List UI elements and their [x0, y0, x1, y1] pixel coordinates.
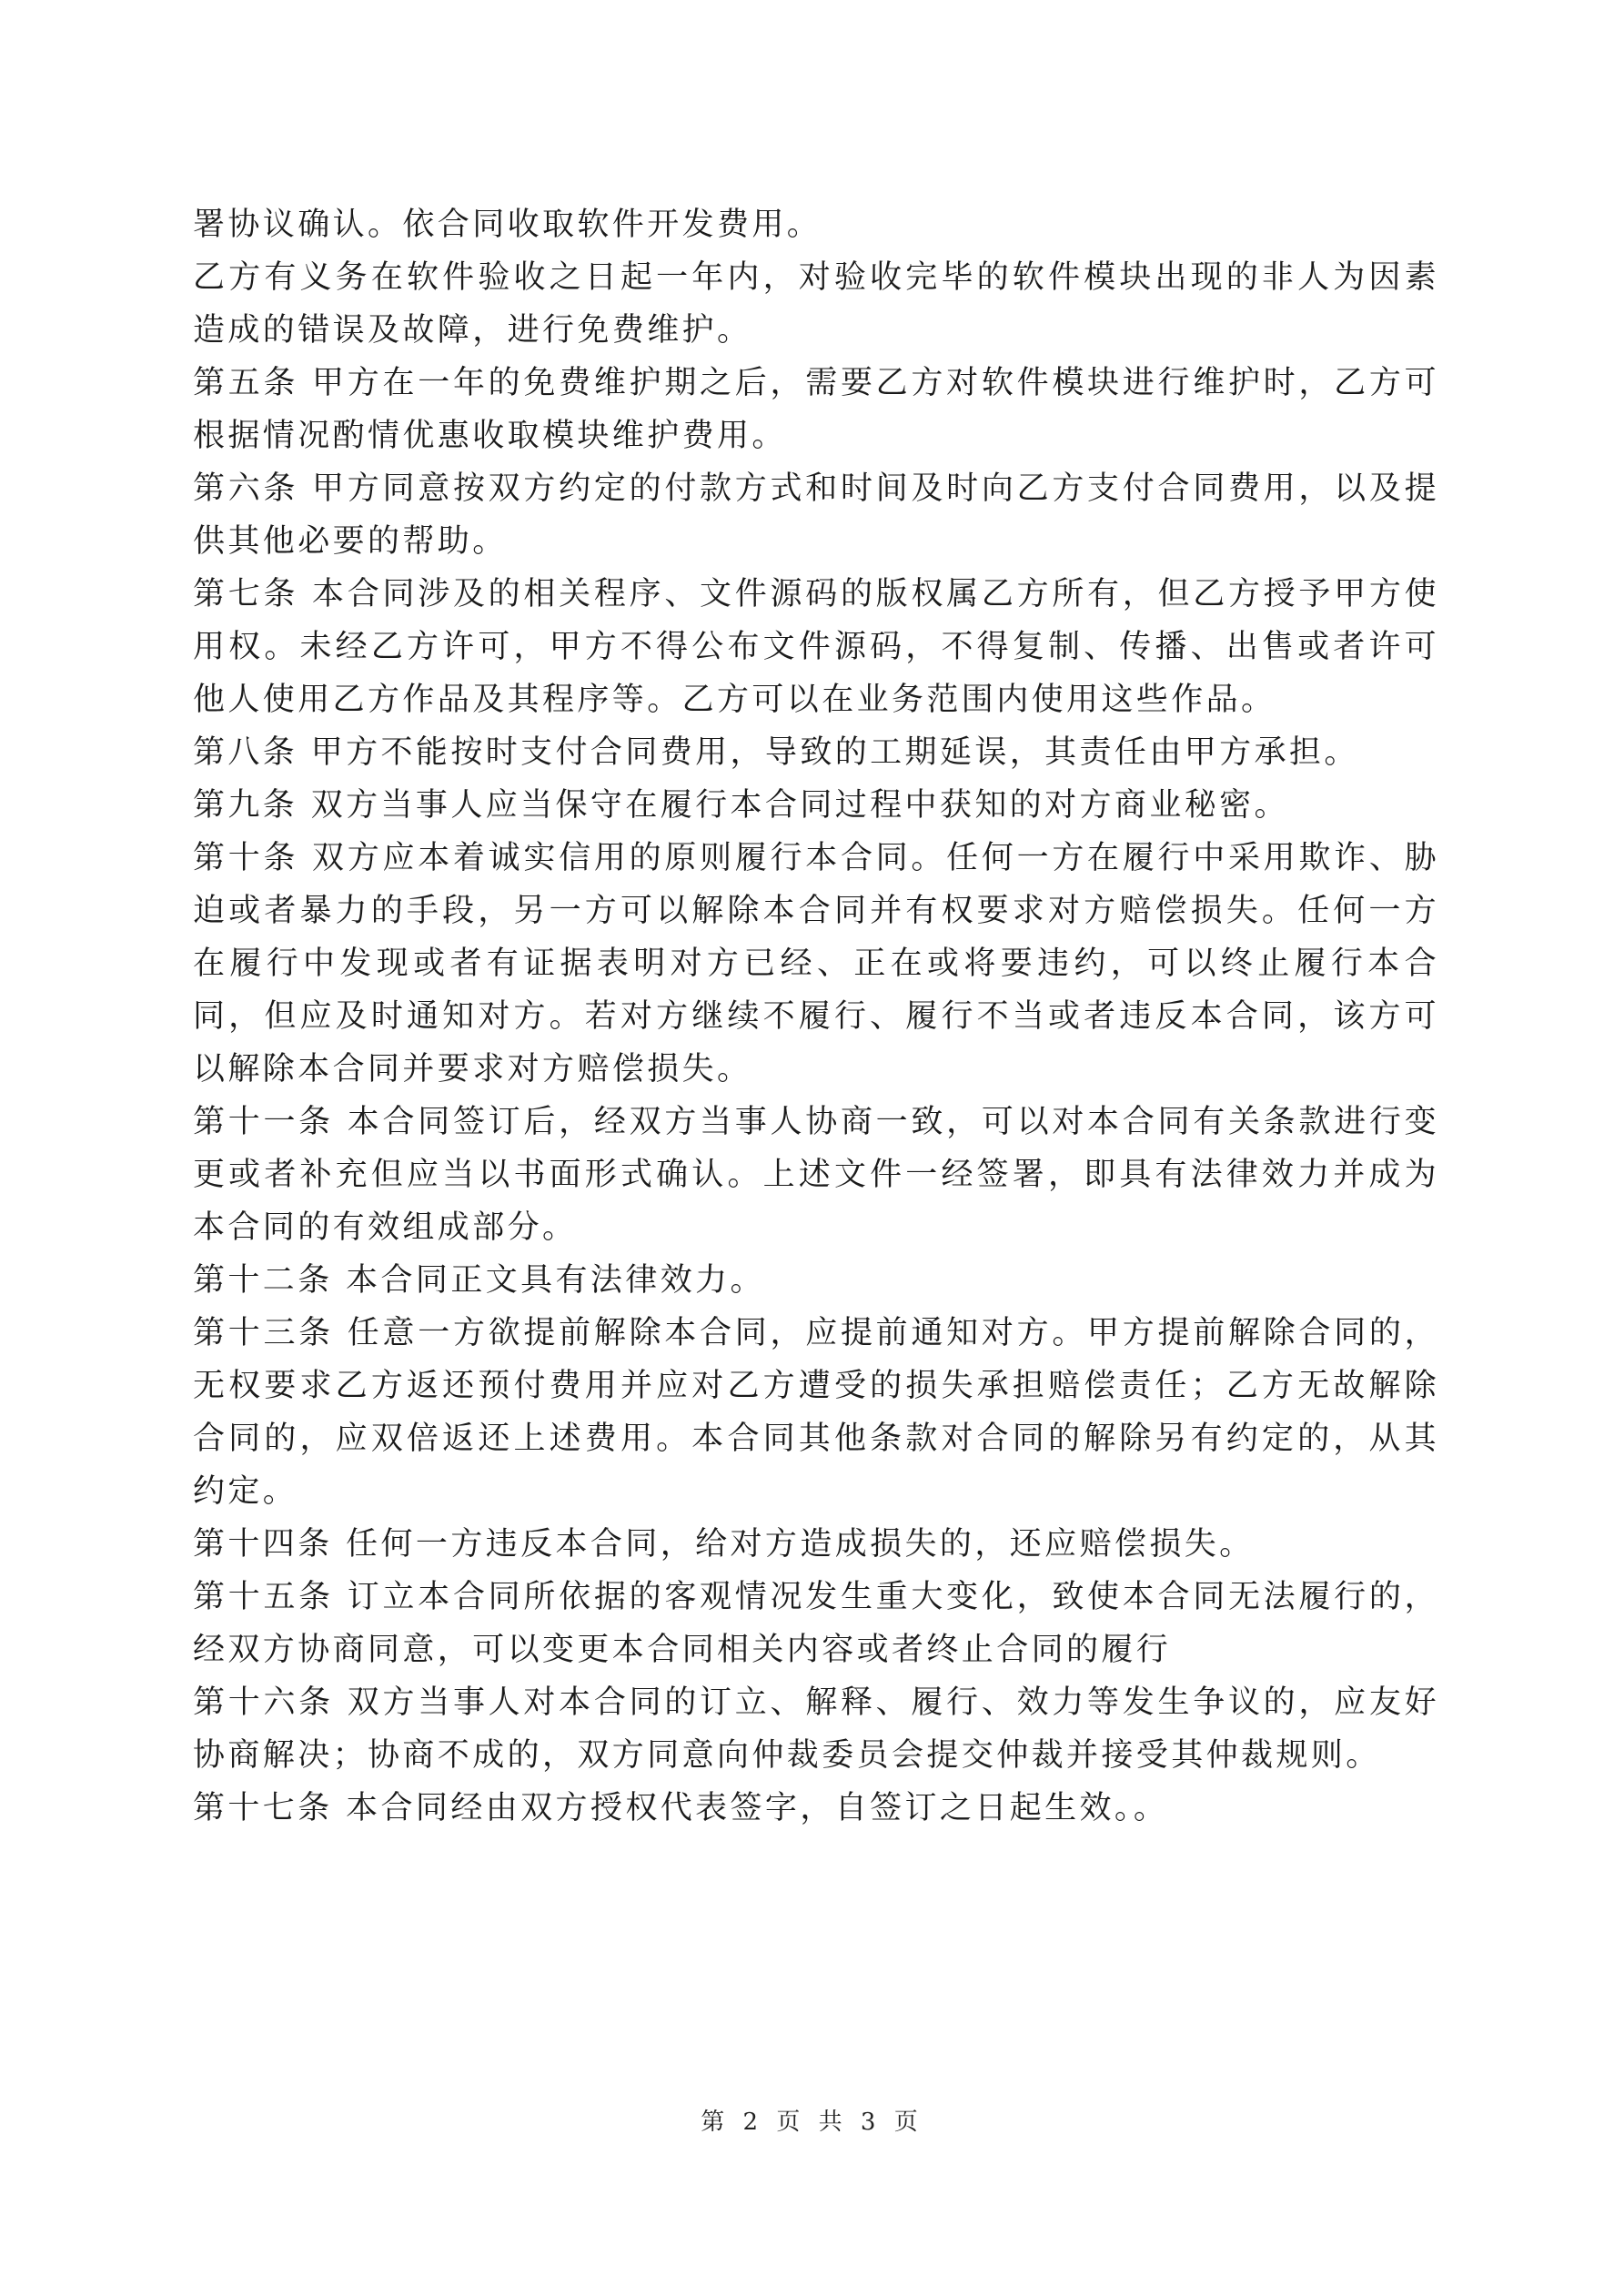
paragraph: 署协议确认。依合同收取软件开发费用。: [193, 207, 822, 243]
clause-8: 第八条 甲方不能按时支付合同费用，导致的工期延误，其责任由甲方承担。: [193, 734, 1359, 771]
clause-7: 第七条 本合同涉及的相关程序、文件源码的版权属乙方所有，但乙方授予甲方使用权。未经乙方许可，甲方不得公布文件源码，不得复制、传播、出售或者许可他人使用乙方作品及其程序等。乙方可以在业务范围内使用这些作品。: [193, 576, 1439, 718]
page-number-footer: 第 2 页 共 3 页: [701, 2109, 923, 2136]
clause-17: 第十七条 本合同经由双方授权代表签字，自签订之日起生效。。: [193, 1790, 1169, 1826]
paragraph: 乙方有义务在软件验收之日起一年内，对验收完毕的软件模块出现的非人为因素造成的错误及故障，进行免费维护。: [193, 259, 1439, 349]
clause-11: 第十一条 本合同签订后，经双方当事人协商一致，可以对本合同有关条款进行变更或者补充但应当以书面形式确认。上述文件一经签署，即具有法律效力并成为本合同的有效组成部分。: [193, 1104, 1439, 1246]
clause-16: 第十六条 双方当事人对本合同的订立、解释、履行、效力等发生争议的，应友好协商解决；协商不成的，双方同意向仲裁委员会提交仲裁并接受其仲裁规则。: [193, 1684, 1439, 1774]
clause-10: 第十条 双方应本着诚实信用的原则履行本合同。任何一方在履行中采用欺诈、胁迫或者暴力的手段，另一方可以解除本合同并有权要求对方赔偿损失。任何一方在履行中发现或者有证据表明对方已经、正在或将要违约，可以终止履行本合同，但应及时通知对方。若对方继续不履行、履行不当或者违反本合同，该方可以解除本合同并要求对方赔偿损失。: [193, 840, 1439, 1087]
clause-12: 第十二条 本合同正文具有法律效力。: [193, 1262, 765, 1299]
clause-15: 第十五条 订立本合同所依据的客观情况发生重大变化，致使本合同无法履行的，经双方协商同意，可以变更本合同相关内容或者终止合同的履行: [193, 1579, 1439, 1668]
clause-14: 第十四条 任何一方违反本合同，给对方造成损失的，还应赔偿损失。: [193, 1526, 1255, 1563]
clause-13: 第十三条 任意一方欲提前解除本合同，应提前通知对方。甲方提前解除合同的，无权要求乙方返还预付费用并应对乙方遭受的损失承担赔偿责任；乙方无故解除合同的，应双倍返还上述费用。本合同其他条款对合同的解除另有约定的，从其约定。: [193, 1315, 1439, 1510]
document-body: [193, 198, 1439, 1835]
clause-9: 第九条 双方当事人应当保守在履行本合同过程中获知的对方商业秘密。: [193, 787, 1289, 824]
clause-5: 第五条 甲方在一年的免费维护期之后，需要乙方对软件模块进行维护时，乙方可根据情况酌情优惠收取模块维护费用。: [193, 365, 1439, 454]
clause-6: 第六条 甲方同意按双方约定的付款方式和时间及时向乙方支付合同费用，以及提供其他必要的帮助。: [193, 470, 1439, 560]
